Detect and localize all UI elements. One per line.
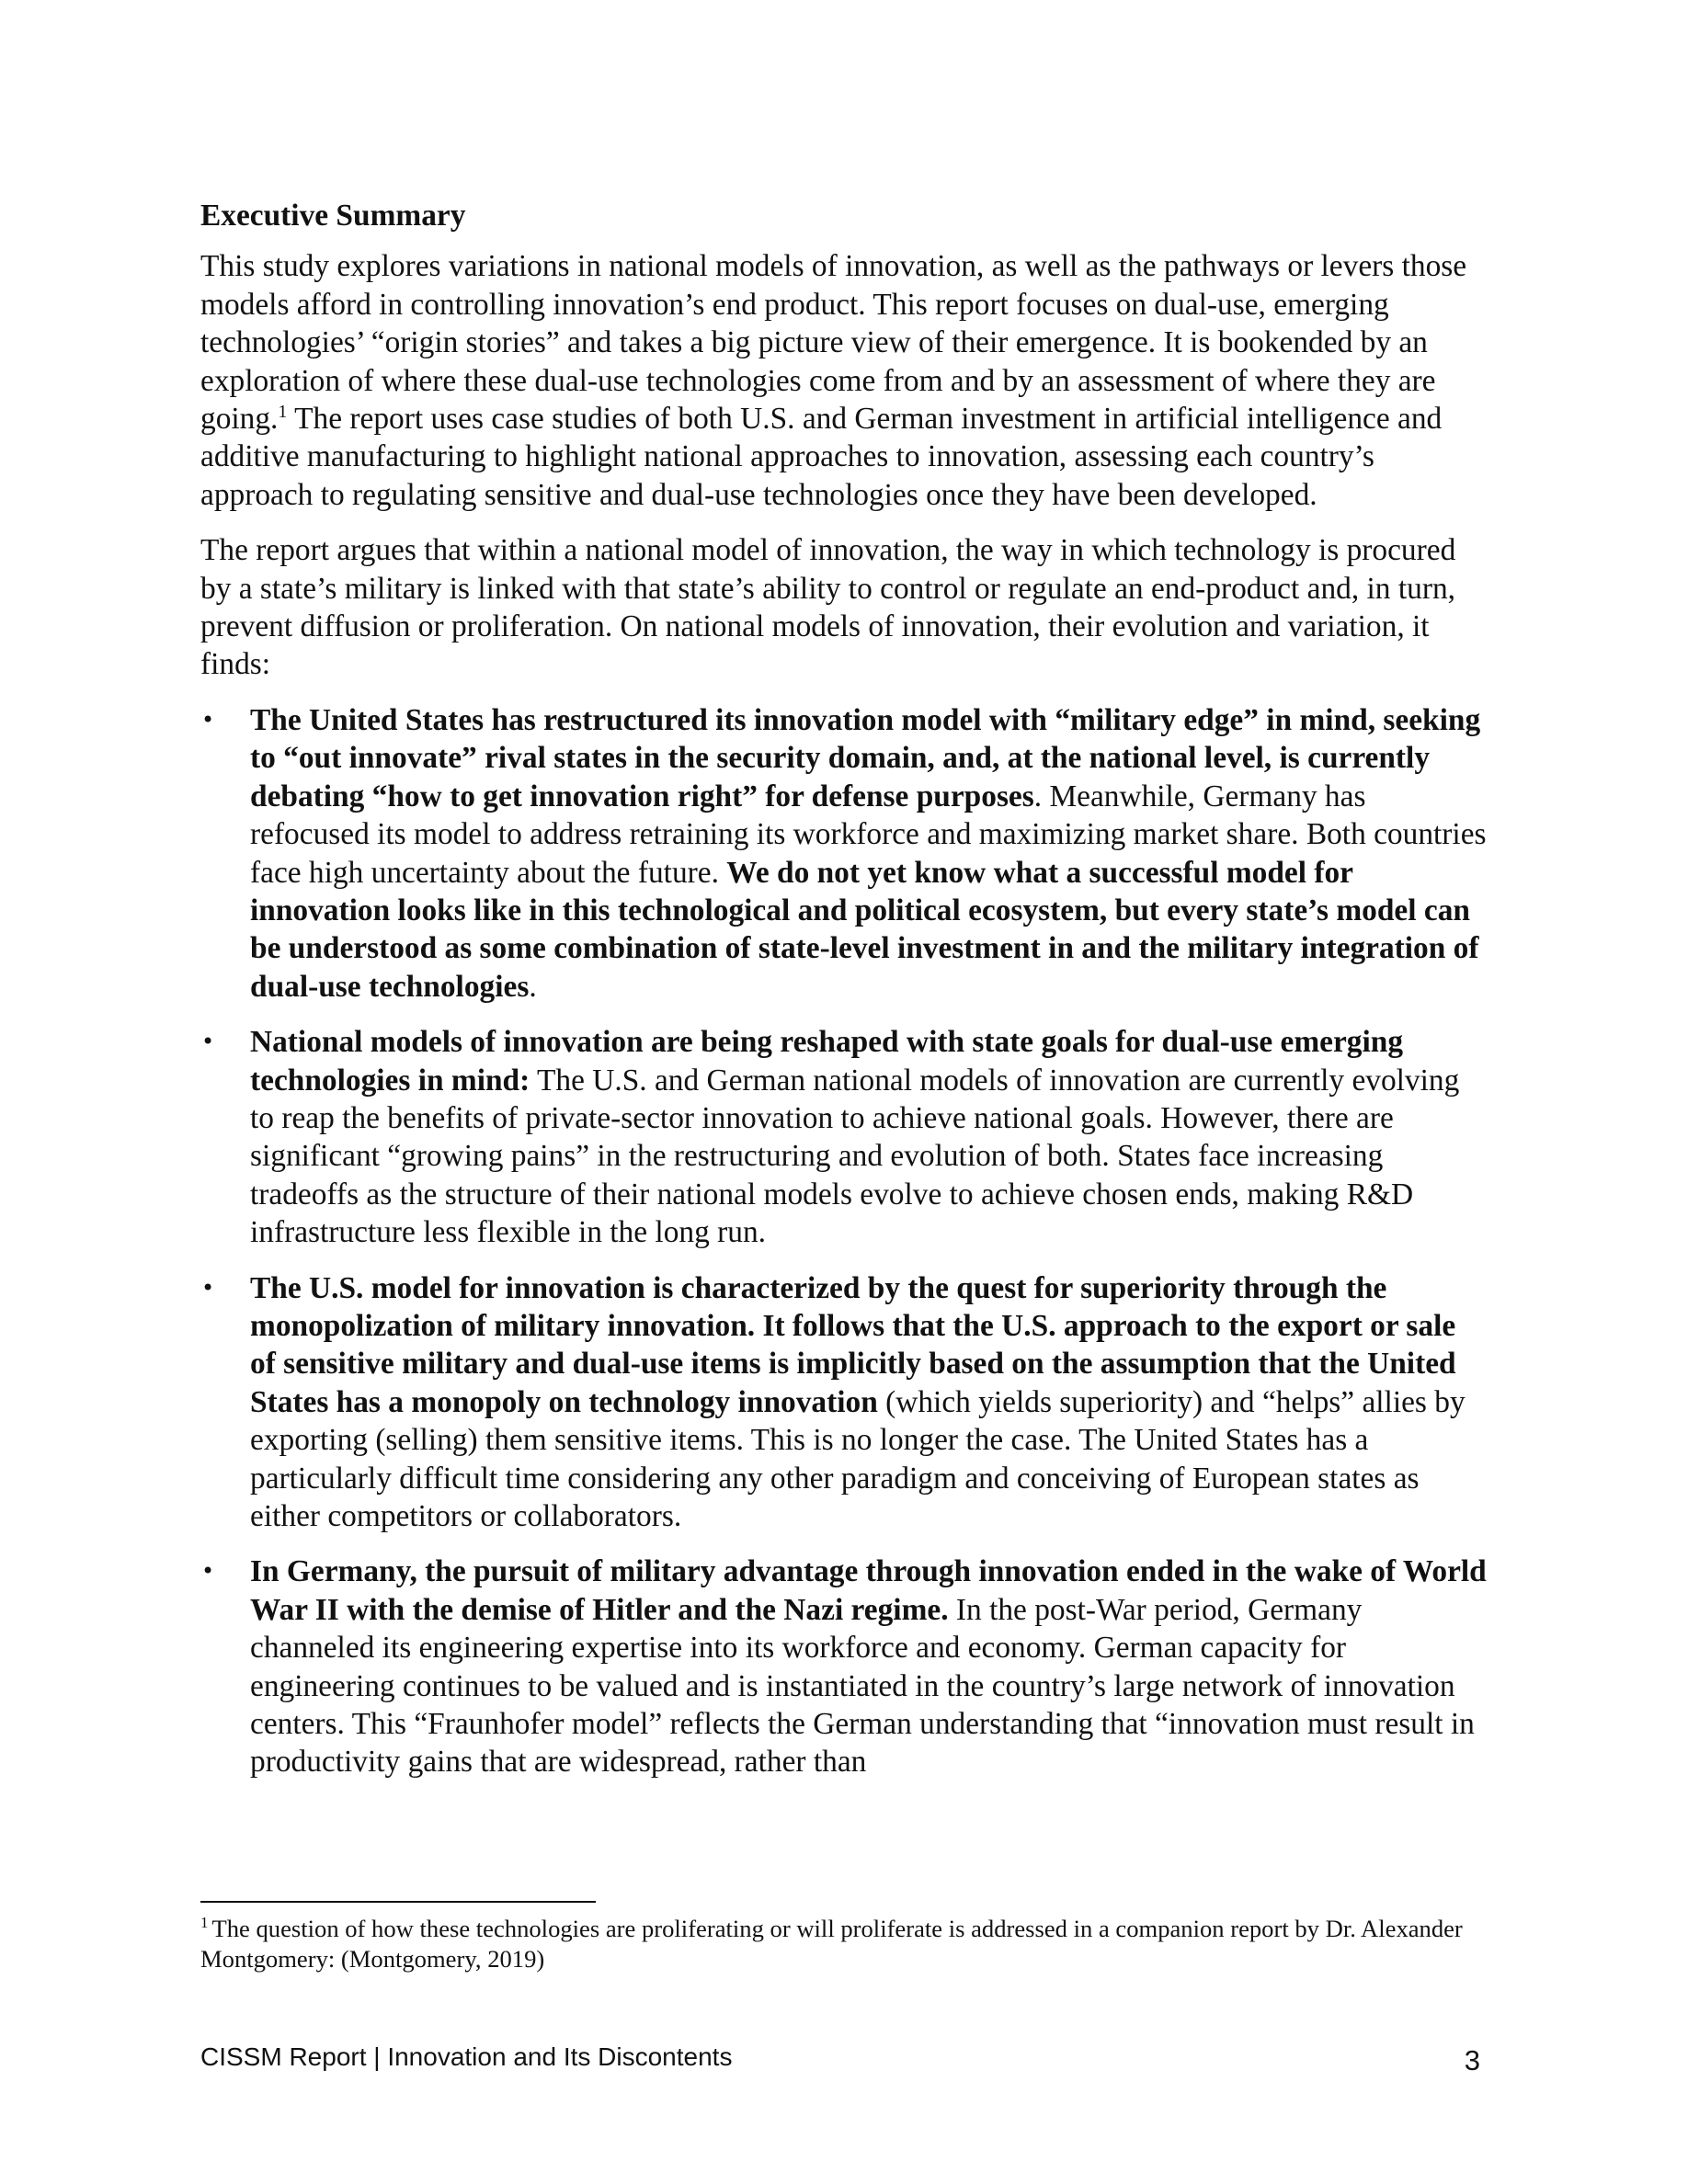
argument-paragraph: The report argues that within a national model of innovation, the way in which technology is procured by a state’s military is linked with that state’s ability to control or regulate an end-product and, in turn, prevent diffusion or proliferation. On national models of innovation, their evolution and variation, it finds: (200, 533, 1456, 682)
finding-2-text: The U.S. and German national models of innovation are currently evolving to reap the benefits of private-sector innovation to achieve national goals. However, there are significant “growing pains” in the restructuring and evolution of both. States face increasing tradeoffs as the structure of their national models evolve to achieve chosen ends, making R&D infrastructure less flexible in the long run. (250, 1063, 1460, 1250)
finding-1-bold-2: We do not yet know what a successful model for innovation looks like in this technological and political ecosystem, but every state’s model can be understood as some combination of state-level investment in and the military integration of dual-use technologies (250, 855, 1479, 1004)
finding-item-1 (200, 701, 1488, 1006)
finding-2-bold: National models of innovation are being reshaped with state goals for dual-use emerging technologies in mind: (250, 1025, 1404, 1098)
bullet-icon: • (201, 1558, 215, 1585)
finding-1-text-1: . Meanwhile, Germany has refocused its model to address retraining its workforce and maximizing market share. Both countries face high uncertainty about the future. (250, 779, 1487, 890)
finding-item-4 (200, 1553, 1488, 1780)
footer-page-number: 3 (1464, 2044, 1480, 2076)
finding-item-2 (200, 1023, 1488, 1251)
bullet-icon: • (201, 706, 215, 733)
intro-text-part1: This study explores variations in national models of innovation, as well as the pathways or levers those models afford in controlling innovation’s end product. This report focuses on dual-use, emerging technologies’ “origin stories” and takes a big picture view of their emergence. It is bookended by an exploration of where these dual-use technologies come from and by an assessment of where they are going. (200, 249, 1467, 437)
footer-report-title: CISSM Report | Innovation and Its Discontents (200, 2042, 733, 2071)
footnote-number: 1 (200, 1914, 209, 1932)
section-title: Executive Summary (200, 199, 466, 233)
finding-4-text: In the post-War period, Germany channeled its engineering expertise into its workforce and economy. German capacity for engineering continues to be valued and is instantiated in the country’s large network of innovation centers. This “Fraunhofer model” reflects the German understanding that “innovation must result in productivity gains that are widespread, rather than (250, 1592, 1475, 1780)
footnote-reference[interactable]: 1 (278, 401, 288, 422)
footnote (200, 1914, 1488, 1974)
finding-item-3 (200, 1269, 1488, 1536)
finding-4-bold: In Germany, the pursuit of military advantage through innovation ended in the wake of World War II with the demise of Hitler and the Nazi regime. (250, 1554, 1487, 1627)
intro-text-part2: The report uses case studies of both U.S. and German investment in artificial intelligence and additive manufacturing to highlight national approaches to innovation, assessing each country’s approach to regulating sensitive and dual-use technologies once they have been developed. (200, 402, 1443, 512)
finding-3-bold: The U.S. model for innovation is characterized by the quest for superiority through the monopolization of military innovation. It follows that the U.S. approach to the export or sale of sensitive military and dual-use items is implicitly based on the assumption that the United States has a monopoly on technology innovation (250, 1270, 1456, 1419)
footnote-divider (200, 1901, 596, 1903)
bullet-icon: • (201, 1029, 215, 1055)
intro-paragraph (200, 247, 1488, 514)
finding-3-text: (which yields superiority) and “helps” allies by exporting (selling) them sensitive items. This is no longer the case. The United States has a particularly difficult time considering any other paradigm and conceiving of European states as either competitors or collaborators. (250, 1384, 1466, 1533)
main-content (200, 197, 1488, 1799)
findings-list (200, 701, 1488, 1781)
bullet-icon: • (201, 1274, 215, 1301)
footnote-text: The question of how these technologies are proliferating or will proliferate is addressed in a companion report by Dr. Alexander Montgomery: (Montgomery, 2019) (200, 1915, 1463, 1973)
finding-1-bold-1: The United States has restructured its innovation model with “military edge” in mind, seeking to “out innovate” rival states in the security domain, and, at the national level, is currently debating “how to get innovation right” for defense purposes (250, 702, 1481, 813)
finding-1-text-2: . (529, 969, 537, 1004)
